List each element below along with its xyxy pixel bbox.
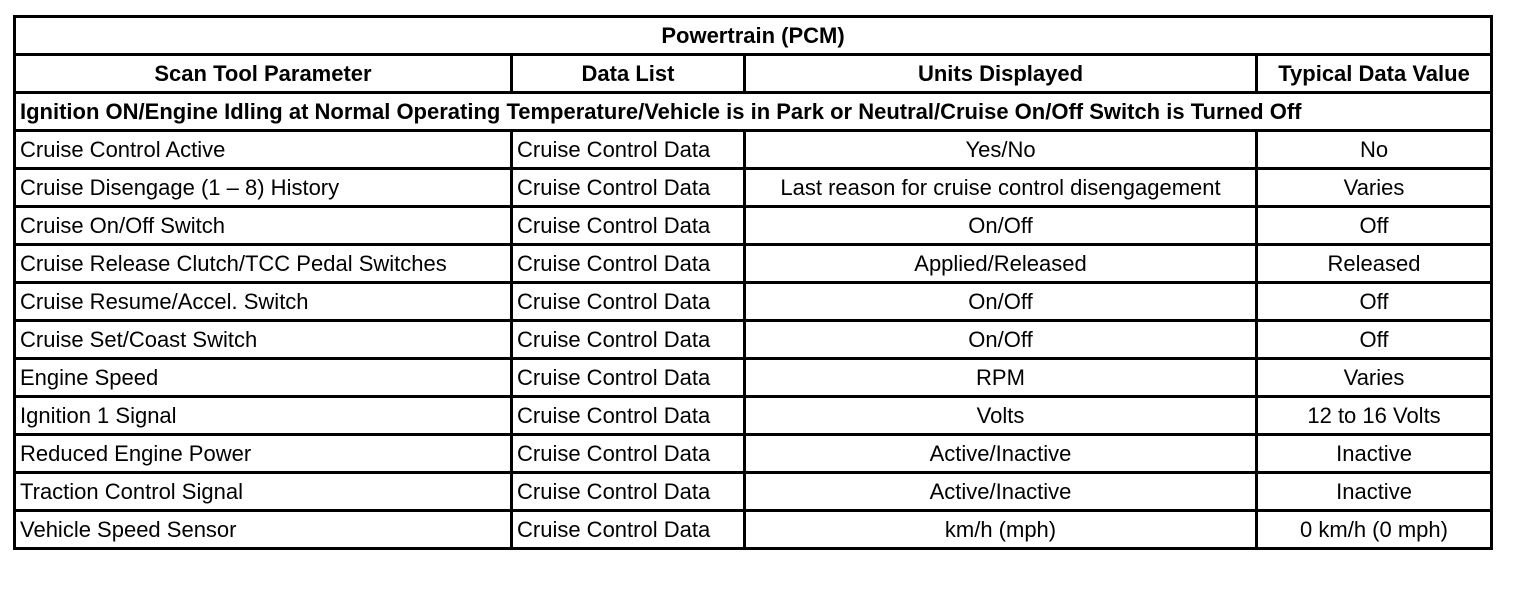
- typical-value-cell: Released: [1257, 245, 1492, 283]
- units-cell: On/Off: [745, 207, 1257, 245]
- typical-value-cell: Varies: [1257, 359, 1492, 397]
- parameter-cell: Engine Speed: [15, 359, 512, 397]
- data-list-cell: Cruise Control Data: [512, 131, 745, 169]
- data-list-cell: Cruise Control Data: [512, 435, 745, 473]
- table-row: [15, 169, 1492, 207]
- units-cell: Volts: [745, 397, 1257, 435]
- typical-value-cell: 12 to 16 Volts: [1257, 397, 1492, 435]
- parameter-cell: Cruise Release Clutch/TCC Pedal Switches: [15, 245, 512, 283]
- column-header-data-list: Data List: [512, 55, 745, 93]
- data-list-cell: Cruise Control Data: [512, 359, 745, 397]
- table-row: [15, 245, 1492, 283]
- column-header-units-displayed: Units Displayed: [745, 55, 1257, 93]
- table-row: [15, 511, 1492, 549]
- data-list-cell: Cruise Control Data: [512, 283, 745, 321]
- units-cell: km/h (mph): [745, 511, 1257, 549]
- table-row: [15, 359, 1492, 397]
- data-list-cell: Cruise Control Data: [512, 169, 745, 207]
- parameter-cell: Cruise Set/Coast Switch: [15, 321, 512, 359]
- parameter-cell: Ignition 1 Signal: [15, 397, 512, 435]
- parameter-cell: Vehicle Speed Sensor: [15, 511, 512, 549]
- typical-value-cell: Off: [1257, 207, 1492, 245]
- units-cell: Active/Inactive: [745, 473, 1257, 511]
- scan-tool-data-table: [13, 15, 1493, 550]
- table-row: [15, 207, 1492, 245]
- units-cell: RPM: [745, 359, 1257, 397]
- data-list-cell: Cruise Control Data: [512, 473, 745, 511]
- data-list-cell: Cruise Control Data: [512, 397, 745, 435]
- data-list-cell: Cruise Control Data: [512, 321, 745, 359]
- title-row: [15, 17, 1492, 55]
- parameter-cell: Cruise Resume/Accel. Switch: [15, 283, 512, 321]
- data-list-cell: Cruise Control Data: [512, 245, 745, 283]
- column-header-scan-tool-parameter: Scan Tool Parameter: [15, 55, 512, 93]
- table-title: Powertrain (PCM): [15, 17, 1492, 55]
- units-cell: Last reason for cruise control disengagement: [745, 169, 1257, 207]
- operating-condition: Ignition ON/Engine Idling at Normal Operating Temperature/Vehicle is in Park or Neutral/Cruise On/Off Switch is Turned Off: [15, 93, 1492, 131]
- typical-value-cell: No: [1257, 131, 1492, 169]
- typical-value-cell: Off: [1257, 283, 1492, 321]
- parameter-cell: Traction Control Signal: [15, 473, 512, 511]
- condition-row: [15, 93, 1492, 131]
- typical-value-cell: 0 km/h (0 mph): [1257, 511, 1492, 549]
- parameter-cell: Cruise On/Off Switch: [15, 207, 512, 245]
- table-row: [15, 473, 1492, 511]
- table-row: [15, 321, 1492, 359]
- typical-value-cell: Inactive: [1257, 473, 1492, 511]
- units-cell: Yes/No: [745, 131, 1257, 169]
- units-cell: On/Off: [745, 283, 1257, 321]
- typical-value-cell: Off: [1257, 321, 1492, 359]
- data-list-cell: Cruise Control Data: [512, 511, 745, 549]
- table-row: [15, 131, 1492, 169]
- parameter-cell: Cruise Control Active: [15, 131, 512, 169]
- units-cell: Active/Inactive: [745, 435, 1257, 473]
- table-row: [15, 283, 1492, 321]
- header-row: [15, 55, 1492, 93]
- parameter-cell: Cruise Disengage (1 – 8) History: [15, 169, 512, 207]
- units-cell: On/Off: [745, 321, 1257, 359]
- table-row: [15, 435, 1492, 473]
- column-header-typical-data-value: Typical Data Value: [1257, 55, 1492, 93]
- data-list-cell: Cruise Control Data: [512, 207, 745, 245]
- units-cell: Applied/Released: [745, 245, 1257, 283]
- typical-value-cell: Varies: [1257, 169, 1492, 207]
- table-row: [15, 397, 1492, 435]
- table-body: [15, 17, 1492, 549]
- parameter-cell: Reduced Engine Power: [15, 435, 512, 473]
- typical-value-cell: Inactive: [1257, 435, 1492, 473]
